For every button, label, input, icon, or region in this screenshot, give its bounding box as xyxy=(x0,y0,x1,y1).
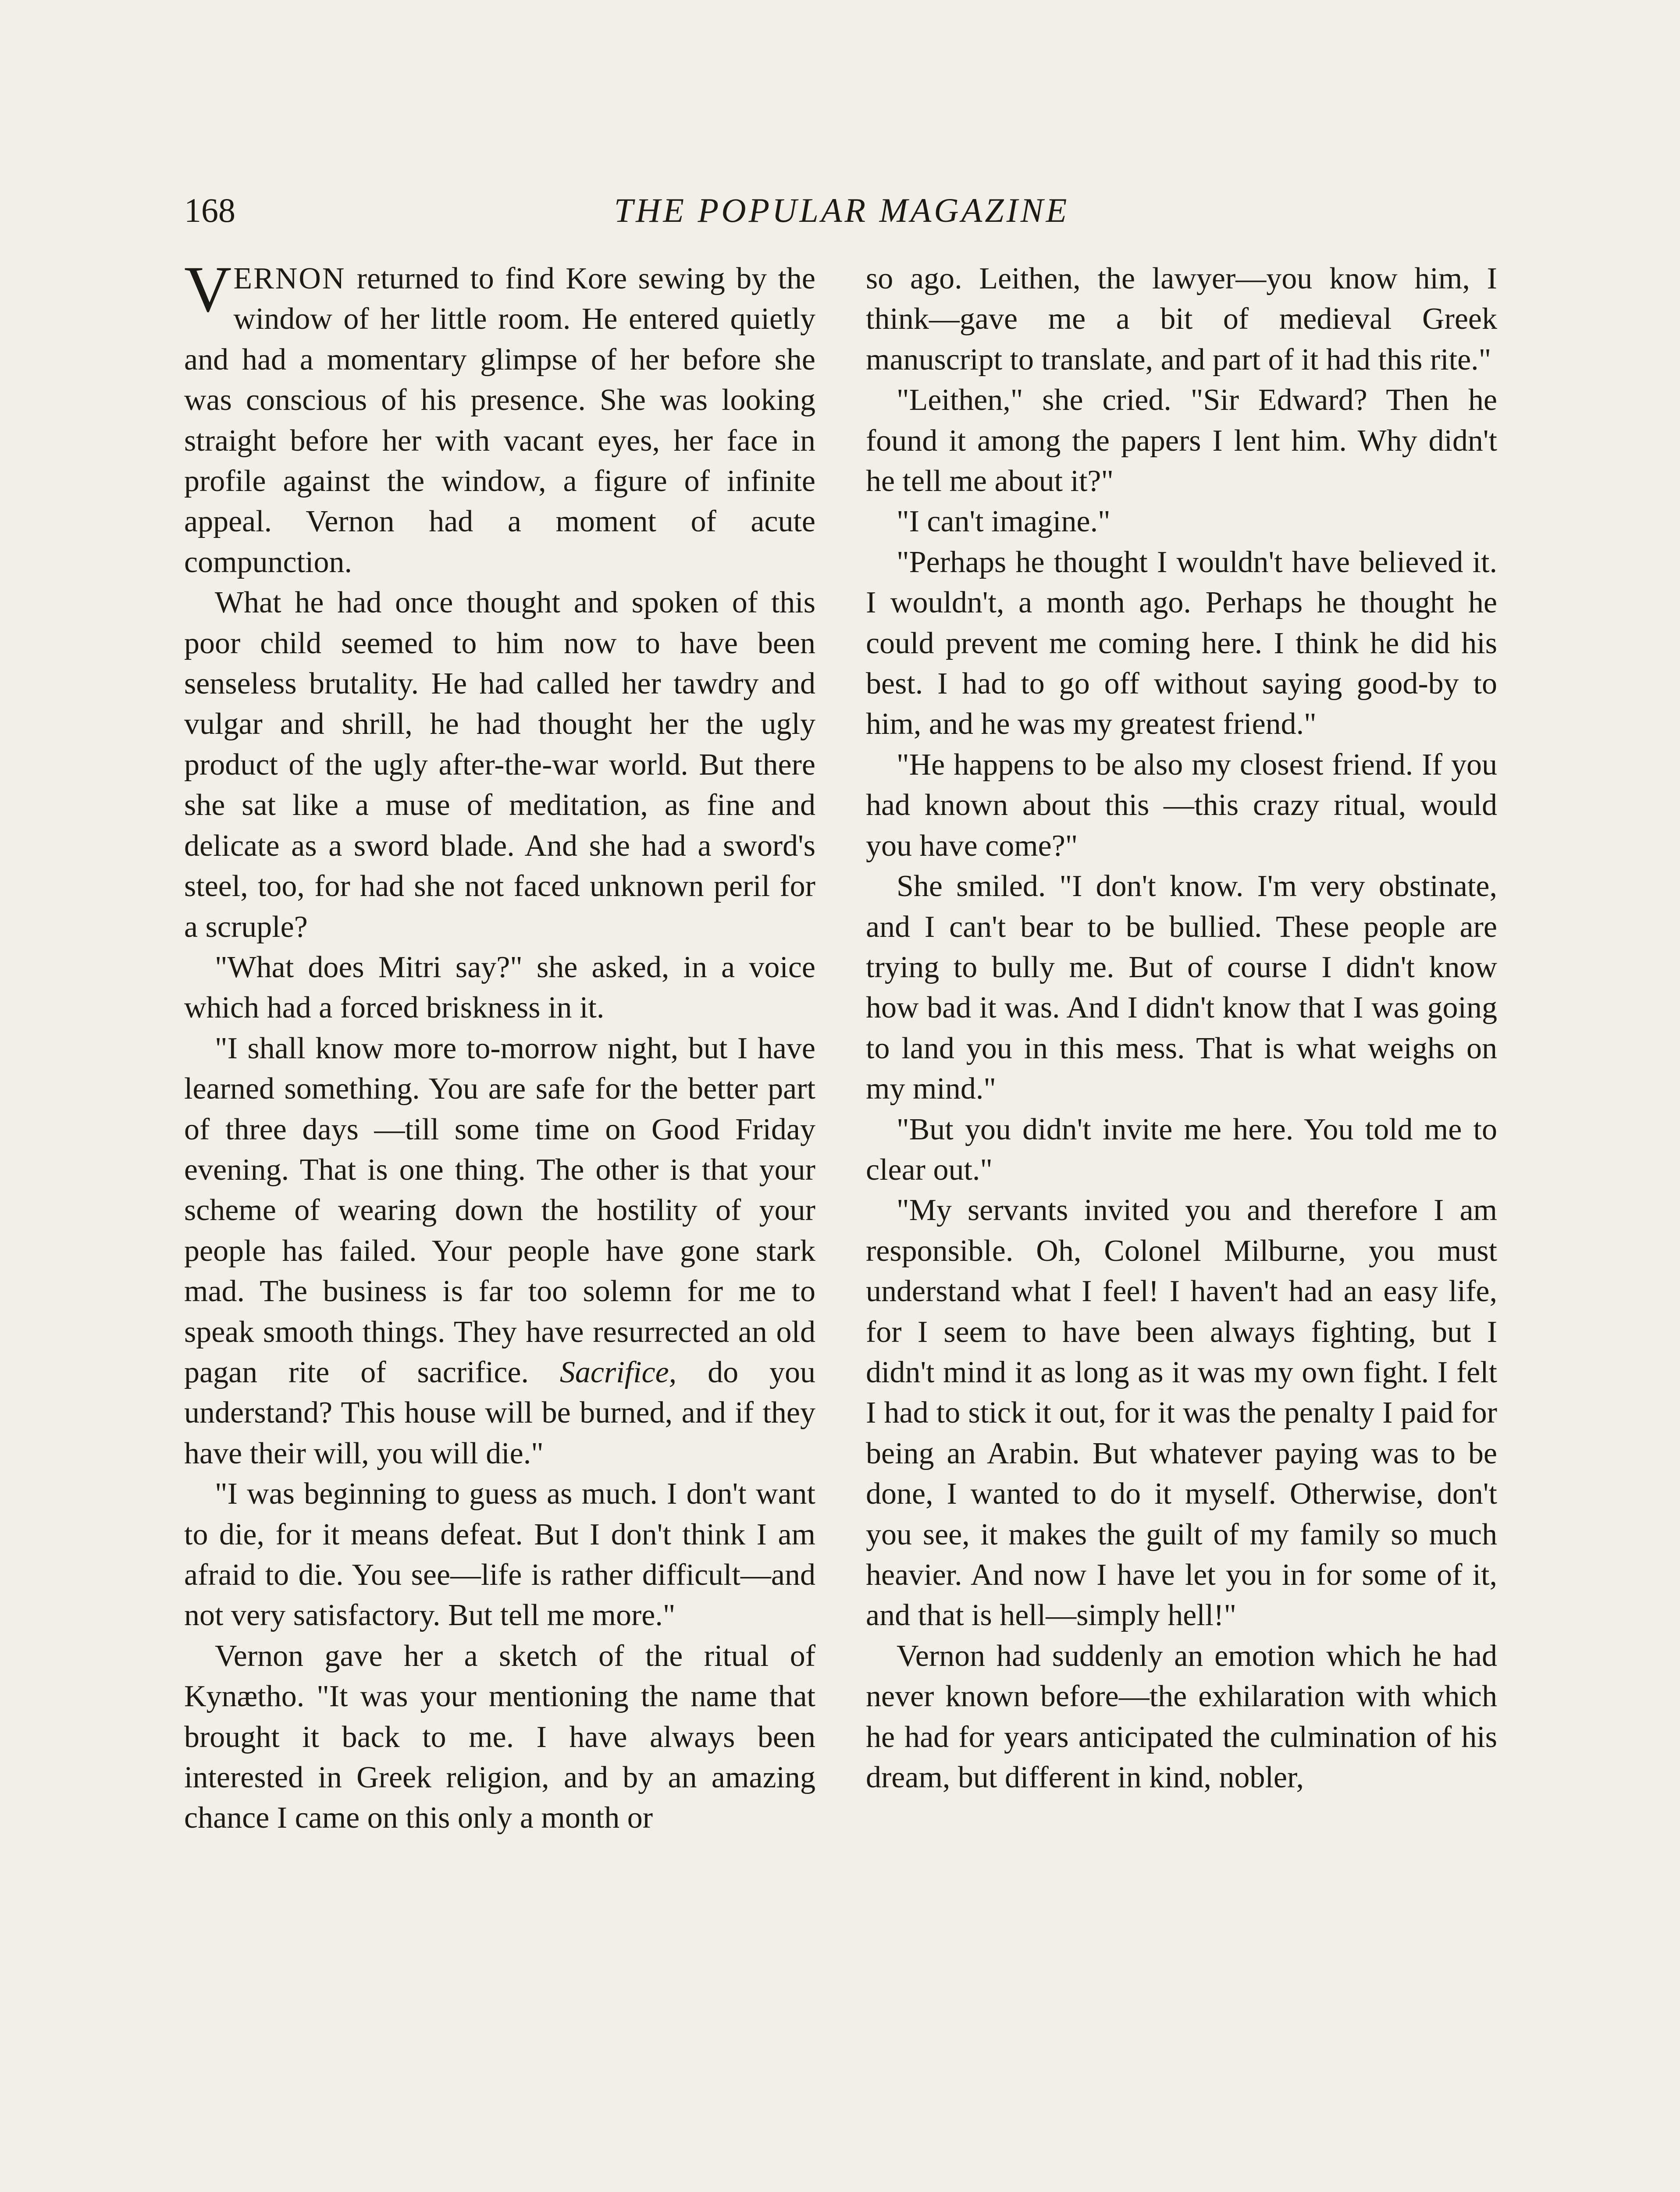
paragraph: Vernon gave her a sketch of the ritual of Kynætho. "It was your mentioning the name that brought it back to me. I have always been interested in Greek religion, and by an amazing chance I came on this only a month or xyxy=(184,1639,815,1835)
page-number: 168 xyxy=(184,191,235,229)
paragraph: "Leithen," she cried. "Sir Edward? Then he found it among the papers I lent him. Why didn't he tell me about it?" xyxy=(866,383,1497,498)
running-head: THE POPULAR MAGAZINE xyxy=(614,191,1070,229)
paragraph: "My servants invited you and therefore I am responsible. Oh, Colonel Milburne, you must understand what I feel! I haven't had an easy life, for I seem to have been always fighting, but I didn't mind it as long as it was my own fight. I felt I had to stick it out, for it was the penalty I paid for being an Arabin. But whatever paying was to be done, I wanted to do it myself. Otherwise, don't you see, it makes the guilt of my family so much heavier. And now I have let you in for some of it, and that is hell—simply hell!" xyxy=(866,1193,1497,1633)
paragraph xyxy=(184,1028,815,1474)
paragraph-text: "I shall know more to-morrow night, but I have learned something. You are safe for the better part of three days —till some time on Good Friday evening. That is one thing. The other is that your scheme of wearing down the hostility of your people has failed. Your people have gone stark mad. The business is far too solemn for me to speak smooth things. They have resurrected an old pagan rite of sacrifice. xyxy=(184,1031,815,1389)
page-header xyxy=(184,184,1499,237)
paragraph: What he had once thought and spoken of this poor child seemed to him now to have been senseless brutality. He had called her tawdry and vulgar and shrill, he had thought her the ugly product of the ugly after-the-war world. But there she sat like a muse of meditation, as fine and delicate as a sword blade. And she had a sword's steel, too, for had she not faced unknown peril for a scruple? xyxy=(184,586,815,944)
paragraph: "Perhaps he thought I wouldn't have believed it. I wouldn't, a month ago. Perhaps he thought he could prevent me coming here. I think he did his best. I had to go off without saying good-by to him, and he was my greatest friend." xyxy=(866,545,1497,741)
left-column xyxy=(184,253,815,1839)
paragraph: Vernon had suddenly an emotion which he had never known before—the exhilaration with which he had for years anticipated the culmination of his dream, but different in kind, nobler, xyxy=(866,1639,1497,1795)
right-column xyxy=(866,259,1497,1798)
paragraph: "He happens to be also my closest friend. If you had known about this —this crazy ritual, would you have come?" xyxy=(866,747,1497,863)
paragraph-continued: so ago. Leithen, the lawyer—you know him, I think—gave me a bit of medieval Greek manuscript to translate, and part of it had this rite." xyxy=(866,262,1497,377)
opening-small-caps: ERNON xyxy=(233,262,346,295)
paragraph-text: do you understand? This house will be burned, and if they have their will, you will die." xyxy=(184,1355,815,1470)
paragraph xyxy=(184,253,815,583)
drop-cap: V xyxy=(184,253,232,326)
paragraph: "I was beginning to guess as much. I don't want to die, for it means defeat. But I don't think I am afraid to die. You see—life is rather difficult—and not very satisfactory. But tell me more." xyxy=(184,1477,815,1633)
paragraph: She smiled. "I don't know. I'm very obstinate, and I can't bear to be bullied. These people are trying to bully me. But of course I didn't know how bad it was. And I didn't know that I was going to land you in this mess. That is what weighs on my mind." xyxy=(866,869,1497,1106)
paragraph-text: returned to find Kore sewing by the window of her little room. He entered quietly and had a momentary glimpse of her before she was conscious of his presence. She was looking straight before her with vacant eyes, her face in profile against the window, a figure of infinite appeal. Vernon had a moment of acute compunction. xyxy=(184,262,815,579)
paragraph: "But you didn't invite me here. You told me to clear out." xyxy=(866,1112,1497,1187)
paragraph: "I can't imagine." xyxy=(897,505,1111,539)
paragraph: "What does Mitri say?" she asked, in a voice which had a forced briskness in it. xyxy=(184,950,815,1025)
emphasized-word: Sacrifice, xyxy=(559,1355,677,1389)
